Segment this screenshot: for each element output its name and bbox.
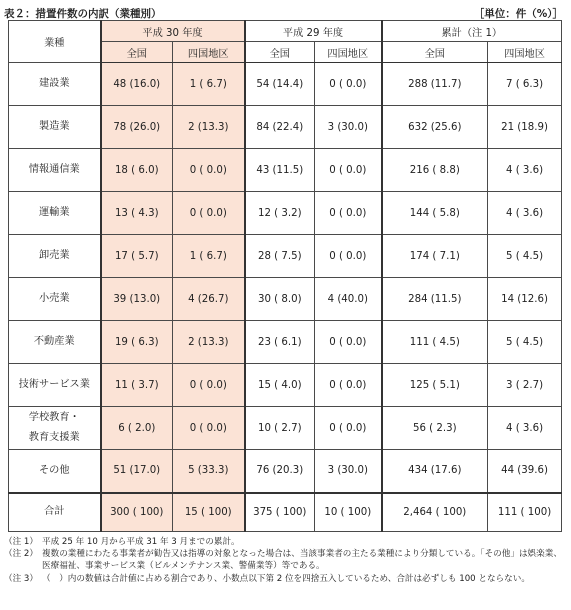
table-row: [9, 63, 562, 106]
table-row: [9, 235, 562, 278]
h30-shikoku-cell: 0 ( 0.0): [173, 364, 245, 407]
h30-national-cell: 13 ( 4.3): [101, 192, 173, 235]
cum-national-cell: 284 (11.5): [382, 278, 488, 321]
industry-label: 製造業: [9, 106, 101, 149]
note-text: 平成 25 年 10 月から平成 31 年 3 月までの累計。: [42, 537, 240, 547]
cum-national-cell: 174 ( 7.1): [382, 235, 488, 278]
h30-national-cell: 11 ( 3.7): [101, 364, 173, 407]
note-3: [4, 573, 564, 585]
h29-shikoku-cell: 10 ( 100): [315, 493, 382, 532]
cum-national-cell: 216 ( 8.8): [382, 149, 488, 192]
h30-shikoku-header: 四国地区: [173, 42, 245, 63]
industry-label: 運輸業: [9, 192, 101, 235]
h29-shikoku-cell: 0 ( 0.0): [315, 192, 382, 235]
table-row: [9, 407, 562, 450]
h29-national-cell: 375 ( 100): [245, 493, 315, 532]
table-row: [9, 450, 562, 493]
industry-label: 情報通信業: [9, 149, 101, 192]
h29-national-cell: 54 (14.4): [245, 63, 315, 106]
h29-shikoku-cell: 4 (40.0): [315, 278, 382, 321]
h30-shikoku-cell: 5 (33.3): [173, 450, 245, 493]
industry-label: 技術サービス業: [9, 364, 101, 407]
cum-shikoku-cell: 111 ( 100): [488, 493, 562, 532]
industry-label: 学校教育・ 教育支援業: [9, 407, 101, 450]
h29-shikoku-cell: 0 ( 0.0): [315, 364, 382, 407]
h30-shikoku-cell: 4 (26.7): [173, 278, 245, 321]
note-label: （注 1）: [4, 537, 38, 547]
table-row: [9, 149, 562, 192]
h30-header: 平成 30 年度: [101, 21, 245, 42]
note-1: [4, 536, 564, 548]
cum-national-cell: 111 ( 4.5): [382, 321, 488, 364]
cum-national-cell: 125 ( 5.1): [382, 364, 488, 407]
h30-shikoku-cell: 1 ( 6.7): [173, 235, 245, 278]
industry-label: その他: [9, 450, 101, 493]
industry-label: 建設業: [9, 63, 101, 106]
industry-label: 不動産業: [9, 321, 101, 364]
cum-shikoku-cell: 44 (39.6): [488, 450, 562, 493]
h29-shikoku-header: 四国地区: [315, 42, 382, 63]
h30-shikoku-cell: 15 ( 100): [173, 493, 245, 532]
cum-shikoku-cell: 5 ( 4.5): [488, 235, 562, 278]
cum-shikoku-header: 四国地区: [488, 42, 562, 63]
h30-shikoku-cell: 2 (13.3): [173, 106, 245, 149]
h30-national-cell: 51 (17.0): [101, 450, 173, 493]
h29-national-cell: 23 ( 6.1): [245, 321, 315, 364]
h30-shikoku-cell: 2 (13.3): [173, 321, 245, 364]
h29-national-cell: 84 (22.4): [245, 106, 315, 149]
table-title: 表２：措置件数の内訳（業種別）: [4, 8, 162, 20]
cum-shikoku-cell: 4 ( 3.6): [488, 149, 562, 192]
h30-national-cell: 18 ( 6.0): [101, 149, 173, 192]
cum-shikoku-cell: 5 ( 4.5): [488, 321, 562, 364]
note-label: （注 3）: [4, 573, 38, 584]
h30-national-cell: 300 ( 100): [101, 493, 173, 532]
total-row: [9, 493, 562, 532]
h29-shikoku-cell: 3 (30.0): [315, 106, 382, 149]
h30-national-cell: 39 (13.0): [101, 278, 173, 321]
cumulative-header: 累計（注 1）: [382, 21, 562, 42]
h29-shikoku-cell: 0 ( 0.0): [315, 63, 382, 106]
table-row: [9, 106, 562, 149]
notes: [4, 536, 564, 585]
h29-shikoku-cell: 0 ( 0.0): [315, 235, 382, 278]
h30-national-cell: 6 ( 2.0): [101, 407, 173, 450]
industry-label: 合計: [9, 493, 101, 532]
h30-shikoku-cell: 1 ( 6.7): [173, 63, 245, 106]
note-2: [4, 548, 564, 572]
h29-national-cell: 12 ( 3.2): [245, 192, 315, 235]
cum-national-header: 全国: [382, 42, 488, 63]
cum-shikoku-cell: 3 ( 2.7): [488, 364, 562, 407]
cum-shikoku-cell: 21 (18.9): [488, 106, 562, 149]
cum-shikoku-cell: 14 (12.6): [488, 278, 562, 321]
h29-national-cell: 30 ( 8.0): [245, 278, 315, 321]
table-row: [9, 278, 562, 321]
h30-national-cell: 19 ( 6.3): [101, 321, 173, 364]
h30-national-cell: 17 ( 5.7): [101, 235, 173, 278]
cum-national-cell: 434 (17.6): [382, 450, 488, 493]
note-text: 複数の業種にわたる事業者が勧告又は指導の対象となった場合は、当該事業者の主たる業種により分類している。「その他」は娯楽業、医療福祉、事業サービス業（ビルメンテナンス業、警備業等）等である。: [42, 549, 562, 572]
h29-national-cell: 28 ( 7.5): [245, 235, 315, 278]
header-row-1: [9, 21, 562, 42]
h30-national-cell: 48 (16.0): [101, 63, 173, 106]
h29-shikoku-cell: 0 ( 0.0): [315, 321, 382, 364]
h29-national-cell: 15 ( 4.0): [245, 364, 315, 407]
h29-national-cell: 76 (20.3): [245, 450, 315, 493]
h30-national-header: 全国: [101, 42, 173, 63]
table-row: [9, 321, 562, 364]
h29-shikoku-cell: 0 ( 0.0): [315, 407, 382, 450]
h30-shikoku-cell: 0 ( 0.0): [173, 192, 245, 235]
note-label: （注 2）: [4, 549, 38, 560]
table-row: [9, 364, 562, 407]
industry-label: 小売業: [9, 278, 101, 321]
cum-national-cell: 144 ( 5.8): [382, 192, 488, 235]
h30-shikoku-cell: 0 ( 0.0): [173, 407, 245, 450]
note-text: （ ）内の数値は合計値に占める割合であり、小数点以下第 2 位を四捨五入しているため、合計は必ずしも 100 とならない。: [42, 573, 530, 584]
h30-shikoku-cell: 0 ( 0.0): [173, 149, 245, 192]
cum-shikoku-cell: 4 ( 3.6): [488, 192, 562, 235]
cum-national-cell: 56 ( 2.3): [382, 407, 488, 450]
h29-shikoku-cell: 0 ( 0.0): [315, 149, 382, 192]
industry-header: 業種: [9, 21, 101, 63]
cum-national-cell: 632 (25.6): [382, 106, 488, 149]
h29-header: 平成 29 年度: [245, 21, 382, 42]
h29-national-cell: 43 (11.5): [245, 149, 315, 192]
cum-national-cell: 288 (11.7): [382, 63, 488, 106]
unit-label: ［単位：件（%）］: [473, 8, 563, 20]
table-header: [4, 4, 563, 20]
h29-national-cell: 10 ( 2.7): [245, 407, 315, 450]
cum-national-cell: 2,464 ( 100): [382, 493, 488, 532]
table-row: [9, 192, 562, 235]
cum-shikoku-cell: 4 ( 3.6): [488, 407, 562, 450]
h30-national-cell: 78 (26.0): [101, 106, 173, 149]
h29-national-header: 全国: [245, 42, 315, 63]
cum-shikoku-cell: 7 ( 6.3): [488, 63, 562, 106]
industry-breakdown-table: [8, 20, 562, 532]
industry-label: 卸売業: [9, 235, 101, 278]
h29-shikoku-cell: 3 (30.0): [315, 450, 382, 493]
